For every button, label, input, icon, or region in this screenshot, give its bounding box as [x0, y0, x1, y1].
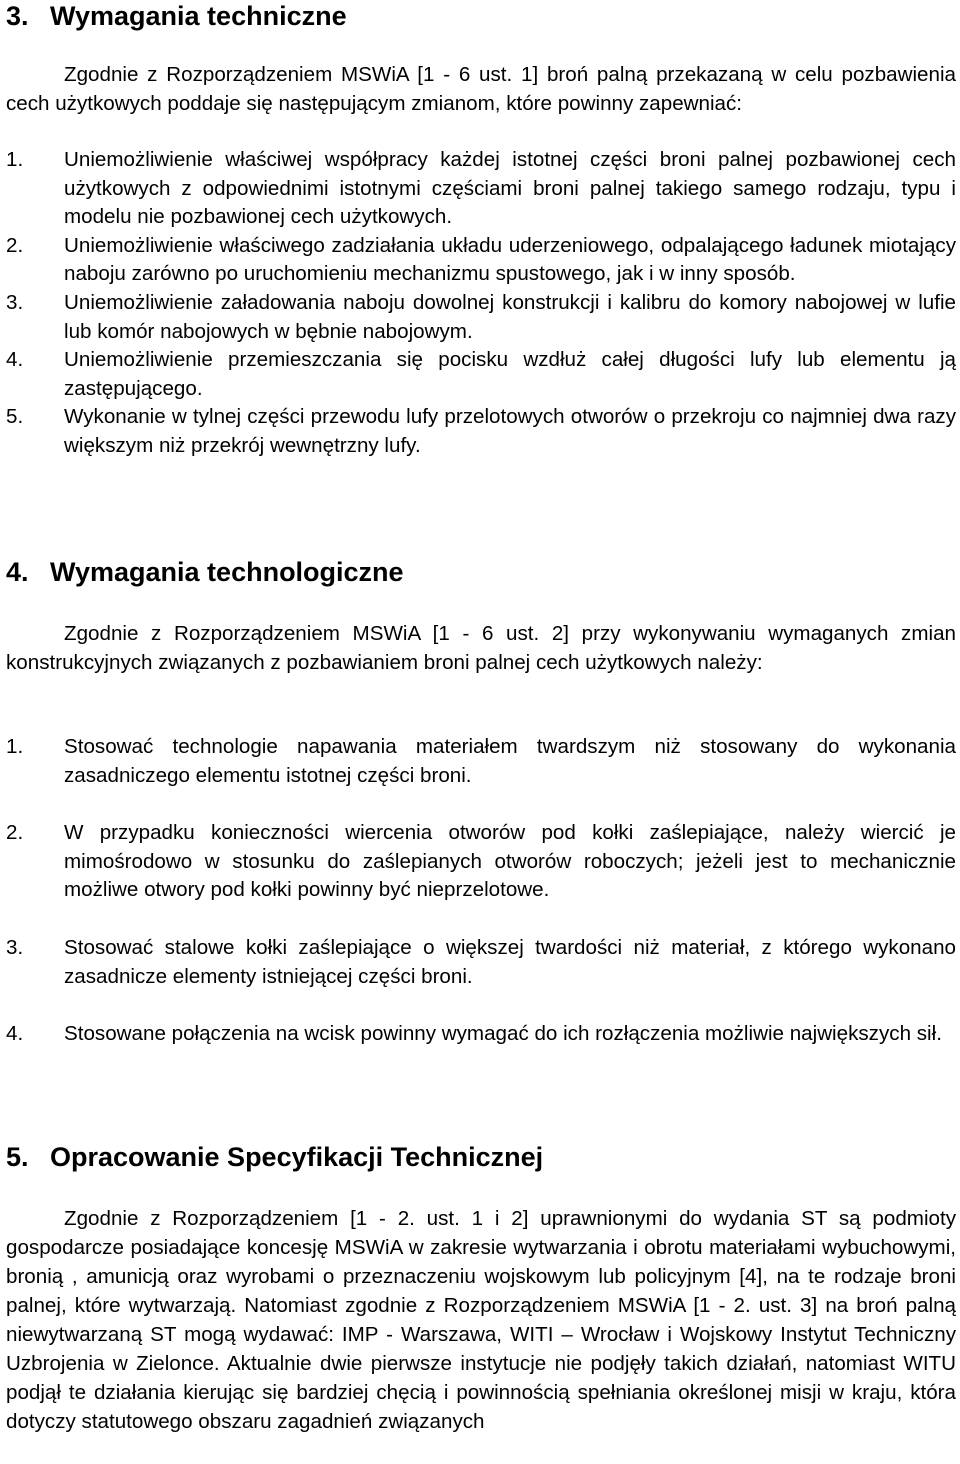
item-number: 2.: [6, 821, 24, 845]
item-text: Stosować technologie napawania materiałem twardszym niż stosowany do wykonania zasadniczego elementu istotnej części broni.: [64, 735, 956, 787]
item-text: Uniemożliwienie załadowania naboju dowolnej konstrukcji i kalibru do komory nabojowej w lufie lub komór nabojowych w bębnie nabojowym.: [64, 290, 956, 343]
section-heading: [6, 0, 347, 32]
section-intro-paragraph: Zgodnie z Rozporządzeniem MSWiA [1 - 6 ust. 2] przy wykonywaniu wymaganych zmian konstrukcyjnych związanych z pozbawianiem broni palnej cech użytkowych należy:: [6, 622, 956, 674]
item-text: Stosować stalowe kołki zaślepiające o większej twardości niż materiał, z którego wykonano zasadnicze elementy istniejącej części broni.: [64, 935, 956, 988]
item-number: 3.: [6, 290, 24, 314]
list-item: [6, 733, 956, 790]
item-number: 5.: [6, 405, 24, 429]
requirements-list: [6, 146, 956, 461]
list-item: [6, 934, 956, 991]
list-item: [6, 232, 956, 289]
item-text: W przypadku konieczności wiercenia otworów pod kołki zaślepiające, należy wiercić je mimośrodowo w stosunku do zaślepianych otworów roboczych; jeżeli jest to mechanicznie możliwe otwory pod kołki powinny być nieprzelotowe.: [64, 821, 956, 902]
section-number: 4.: [6, 557, 29, 587]
item-text: Uniemożliwienie właściwego zadziałania układu uderzeniowego, odpalającego ładunek miotający naboju zarówno po uruchomieniu mechanizmu spustowego, jak i w inny sposób.: [64, 233, 956, 286]
list-item: [6, 403, 956, 460]
section-heading: [6, 1141, 543, 1173]
item-text: Uniemożliwienie właściwej współpracy każdej istotnej części broni palnej pozbawionej cech użytkowych z odpowiednimi istotnymi częściami broni palnej takiego samego rodzaju, typu i modelu nie pozbawionej cech użytkowych.: [64, 148, 956, 229]
list-item: [6, 819, 956, 905]
item-number: 3.: [6, 935, 24, 959]
item-text: Wykonanie w tylnej części przewodu lufy przelotowych otworów o przekroju co najmniej dwa razy większym niż przekrój wewnętrzny lufy.: [64, 405, 956, 457]
item-text: Stosowane połączenia na wcisk powinny wymagać do ich rozłączenia możliwie największych sił.: [64, 1022, 942, 1046]
section-intro-paragraph: Zgodnie z Rozporządzeniem MSWiA [1 - 6 ust. 1] broń palną przekazaną w celu pozbawienia cech użytkowych poddaje się następującym zmianom, które powinny zapewniać:: [6, 63, 956, 115]
section-number: 3.: [6, 1, 29, 31]
list-item: [6, 1020, 956, 1049]
list-item: [6, 289, 956, 346]
item-number: 1.: [6, 148, 24, 171]
requirements-list: [6, 733, 956, 1049]
section-title: Wymagania technologiczne: [50, 557, 404, 587]
section-number: 5.: [6, 1142, 29, 1172]
list-item: [6, 346, 956, 403]
list-item: [6, 146, 956, 232]
section-intro-paragraph: Zgodnie z Rozporządzeniem [1 - 2. ust. 1 i 2] uprawnionymi do wydania ST są podmioty gospodarcze posiadające koncesję MSWiA w zakresie wytwarzania i obrotu materiałami wybuchowymi, bronią , amunicją oraz wyrobami o przeznaczeniu wojskowym lub policyjnym [4], na te rodzaje broni palnej, które wytwarzają. Natomiast zgodnie z Rozporządzeniem MSWiA [1 - 2. ust. 3] na broń palną niewytwarzaną ST mogą wydawać: IMP - Warszawa, WITI – Wrocław i Wojskowy Instytut Techniczny Uzbrojenia w Zielonce. Aktualnie dwie pierwsze instytucje nie podjęły takich działań, natomiast WITU podjął te działania kierując się bardziej chęcią i powinnością spełniania określonej misji w kraju, która dotyczy statutowego obszaru zagadnień związanych: [6, 1207, 956, 1433]
section-title: Wymagania techniczne: [50, 1, 347, 31]
item-number: 4.: [6, 1022, 24, 1046]
section-title: Opracowanie Specyfikacji Technicznej: [50, 1142, 544, 1172]
item-number: 2.: [6, 233, 24, 257]
item-number: 4.: [6, 348, 24, 372]
item-text: Uniemożliwienie przemieszczania się pocisku wzdłuż całej długości lufy lub elementu ją zastępującego.: [64, 348, 956, 400]
section-heading: [6, 556, 404, 588]
item-number: 1.: [6, 735, 24, 758]
